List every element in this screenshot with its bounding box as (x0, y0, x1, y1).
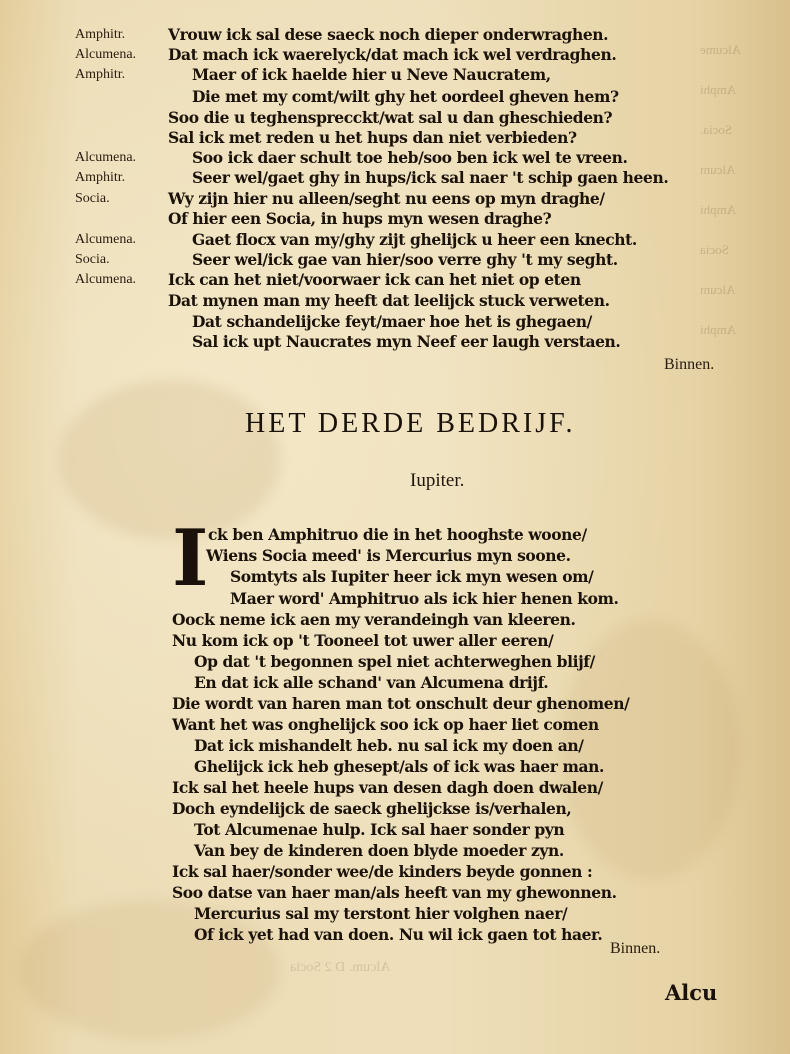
verse-line: Vrouw ick sal dese saeck noch dieper onderwraghen. (168, 25, 609, 44)
verse-line: Ghelijck ick heb ghesept/als of ick was haer man. (194, 757, 605, 776)
paper-stain (60, 380, 280, 540)
verse-line: Ick sal haer/sonder wee/de kinders beyde gonnen : (172, 862, 593, 881)
catchword: Alcu (665, 980, 718, 1005)
speaker-name: Amphitr. (75, 67, 126, 82)
verse-line: Die met my comt/wilt ghy het oordeel gheven hem? (192, 87, 619, 106)
drop-cap: I (172, 513, 209, 604)
speaker-name: Amphitr. (75, 170, 126, 185)
verse-line: En dat ick alle schand' van Alcumena drijf. (194, 673, 549, 692)
verse-line: Mercurius sal my terstont hier volghen naer/ (194, 904, 568, 923)
verse-line: Seer wel/ick gae van hier/soo verre ghy 't my seght. (192, 250, 618, 269)
verse-line: Somtyts als Iupiter heer ick myn wesen om/ (230, 567, 594, 586)
verse-line: Oock neme ick aen my verandeingh van kleeren. (172, 610, 576, 629)
verse-line: Op dat 't begonnen spel niet achterweghen blijf/ (194, 652, 595, 671)
verse-line: Want het was onghelijck soo ick op haer liet comen (172, 715, 599, 734)
speaker-name: Socia. (75, 191, 110, 206)
verse-line: Die wordt van haren man tot onschult deur ghenomen/ (172, 694, 630, 713)
verse-line: ck ben Amphitruo die in het hooghste woone/ (208, 525, 587, 544)
verse-line: Dat mynen man my heeft dat leelijck stuck verweten. (168, 291, 610, 310)
verse-line: Dat mach ick waerelyck/dat mach ick wel verdraghen. (168, 45, 617, 64)
verse-line: Sal ick upt Naucrates myn Neef eer laugh verstaen. (192, 332, 621, 351)
verse-line: Seer wel/gaet ghy in hups/ick sal naer 't schip gaen heen. (192, 168, 669, 187)
speaker-name: Alcumena. (75, 232, 137, 247)
verse-line: Dat schandelijcke feyt/maer hoe het is ghegaen/ (192, 312, 592, 331)
speaker-name: Alcumena. (75, 272, 137, 287)
verse-line: Doch eyndelijck de saeck ghelijckse is/verhalen, (172, 799, 572, 818)
verse-line: Maer of ick haelde hier u Neve Naucratem, (192, 65, 551, 84)
verse-line: Dat ick mishandelt heb. nu sal ick my doen an/ (194, 736, 584, 755)
speaker-name: Alcumena. (75, 150, 137, 165)
speaker-name: Amphitr. (75, 27, 126, 42)
verse-line: Maer word' Amphitruo als ick hier henen kom. (230, 589, 619, 608)
speaker-name: Socia. (75, 252, 110, 267)
verse-line: Soo datse van haer man/als heeft van my ghewonnen. (172, 883, 617, 902)
verse-line: Ick sal het heele hups van desen dagh doen dwalen/ (172, 778, 603, 797)
verse-line: Van bey de kinderen doen blyde moeder zyn. (194, 841, 564, 860)
speaker-name: Alcumena. (75, 47, 137, 62)
verse-line: Soo ick daer schult toe heb/soo ben ick wel te vreen. (192, 148, 628, 167)
act-heading: HET DERDE BEDRIJF. (245, 408, 576, 439)
verse-line: Wiens Socia meed' is Mercurius myn soone. (206, 546, 571, 565)
verse-line: Of hier een Socia, in hups myn wesen draghe? (168, 209, 552, 228)
verse-line: Of ick yet had van doen. Nu wil ick gaen tot haer. (194, 925, 603, 944)
verse-line: Gaet flocx van my/ghy zijt ghelijck u heer een knecht. (192, 230, 637, 249)
verse-line: Sal ick met reden u het hups dan niet verbieden? (168, 128, 577, 147)
bleed-through-footer: Alcum. D 2 Socia (290, 960, 391, 975)
verse-line: Ick can het niet/voorwaer ick can het niet op eten (168, 270, 581, 289)
stage-direction: Binnen. (610, 940, 661, 957)
stage-direction: Binnen. (664, 356, 715, 373)
verse-line: Wy zijn hier nu alleen/seght nu eens op myn draghe/ (168, 189, 605, 208)
bleed-through-text: Alcume Amphi Socia. Alcum Amphi Socia Alcum Amphi (700, 42, 742, 337)
scene-speaker: Iupiter. (410, 470, 465, 491)
verse-line: Nu kom ick op 't Tooneel tot uwer aller eeren/ (172, 631, 554, 650)
verse-line: Soo die u teghensprecckt/wat sal u dan gheschieden? (168, 108, 613, 127)
verse-line: Tot Alcumenae hulp. Ick sal haer sonder pyn (194, 820, 565, 839)
